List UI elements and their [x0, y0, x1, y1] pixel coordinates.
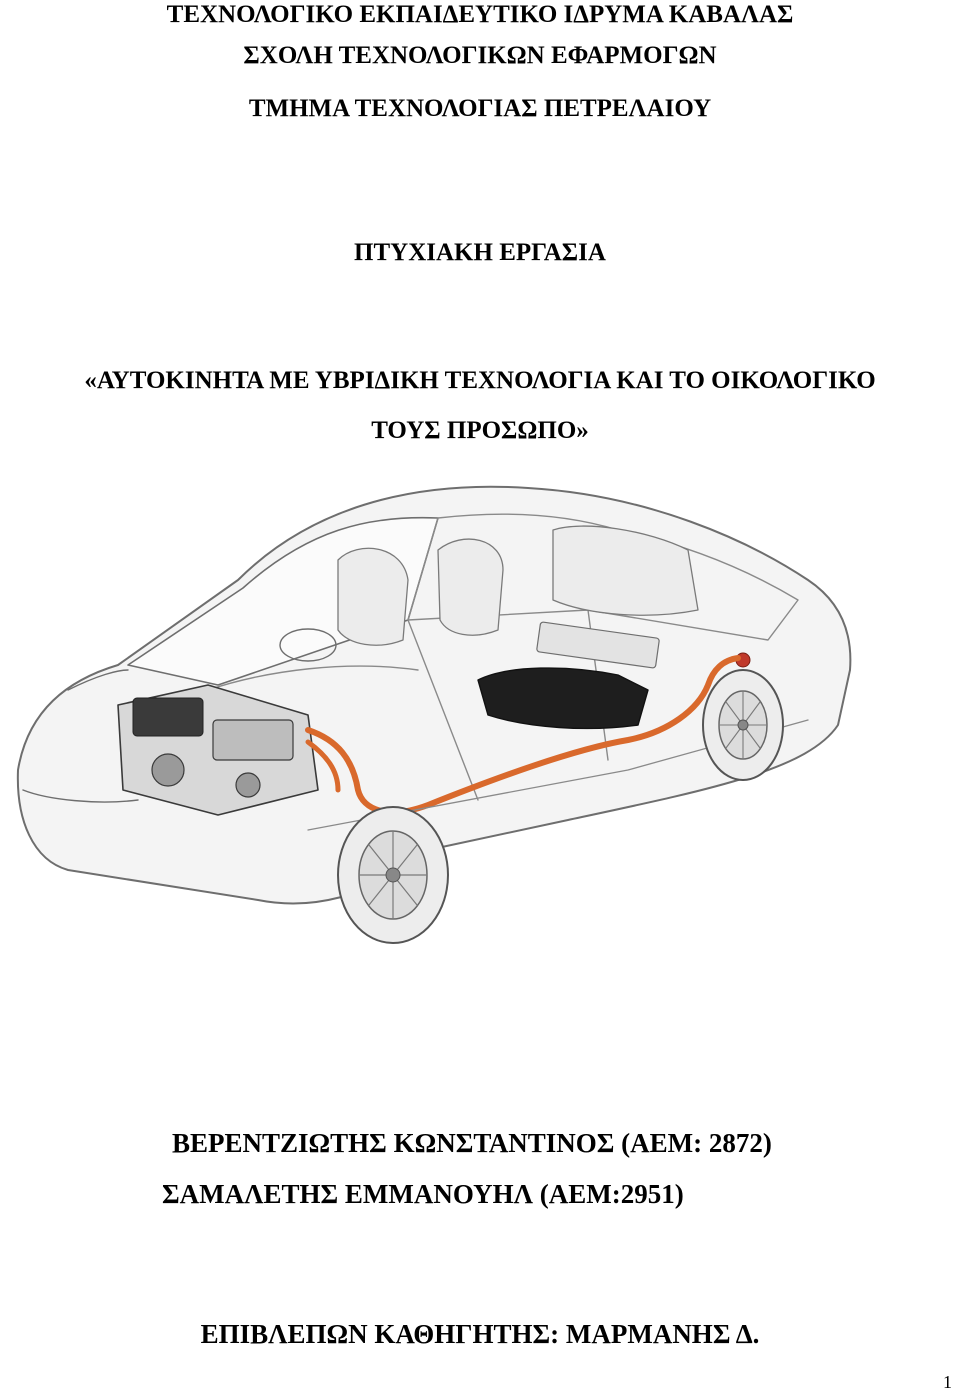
hybrid-car-cutaway-icon — [8, 470, 858, 980]
thesis-label: ΠΤΥΧΙΑΚΗ ΕΡΓΑΣΙΑ — [354, 239, 606, 266]
page-number: 1 — [943, 1372, 952, 1392]
supervisor: ΕΠΙΒΛΕΠΩΝ ΚΑΘΗΓΗΤΗΣ: ΜΑΡΜΑΝΗΣ Δ. — [200, 1319, 760, 1349]
rear-wheel — [703, 670, 783, 780]
department-name: ΤΜΗΜΑ ΤΕΧΝΟΛΟΓΙΑΣ ΠΕΤΡΕΛΑΙΟΥ — [248, 95, 712, 122]
front-seat-2 — [438, 539, 503, 635]
battery-pack — [478, 668, 648, 728]
front-seat — [338, 548, 408, 645]
thesis-title-line-2: ΤΟΥΣ ΠΡΟΣΩΠΟ» — [371, 417, 589, 444]
front-wheel — [338, 807, 448, 943]
author-2: ΣΑΜΑΛΕΤΗΣ ΕΜΜΑΝΟΥΗΛ (ΑΕΜ:2951) — [162, 1179, 684, 1209]
institution-name: ΤΕΧΝΟΛΟΓΙΚΟ ΕΚΠΑΙΔΕΥΤΙΚΟ ΙΔΡΥΜΑ ΚΑΒΑΛΑΣ — [166, 1, 794, 28]
thesis-title-line-1: «ΑΥΤΟΚΙΝΗΤΑ ΜΕ ΥΒΡΙΔΙΚΗ ΤΕΧΝΟΛΟΓΙΑ ΚΑΙ ΤΟ ΟΙΚΟΛΟΓΙΚΟ — [84, 367, 876, 394]
author-1: ΒΕΡΕΝΤΖΙΩΤΗΣ ΚΩΝΣΤΑΝΤΙΝΟΣ (ΑΕΜ: 2872) — [172, 1128, 772, 1158]
school-name: ΣΧΟΛΗ ΤΕΧΝΟΛΟΓΙΚΩΝ ΕΦΑΡΜΟΓΩΝ — [243, 42, 717, 69]
